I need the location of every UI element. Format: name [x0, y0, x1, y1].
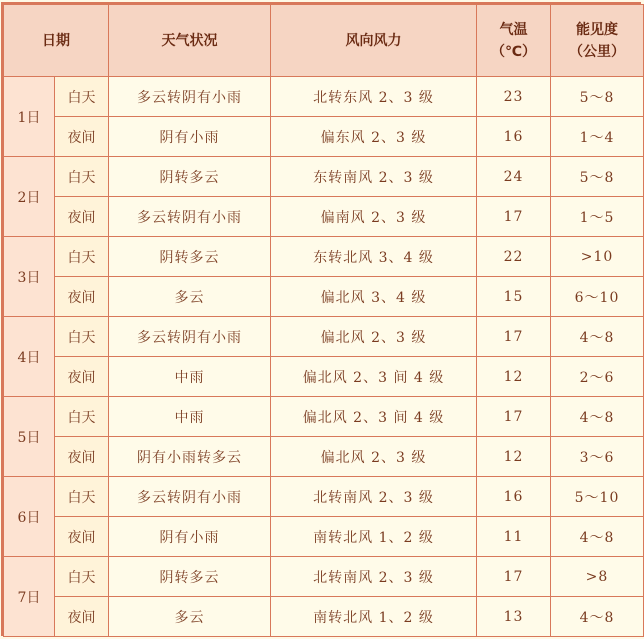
temperature-cell: 11: [477, 517, 551, 557]
weather-cell: 多云转阴有小雨: [109, 77, 271, 117]
weather-cell: 多云: [109, 277, 271, 317]
header-row: [4, 5, 644, 77]
temperature-cell: 17: [477, 397, 551, 437]
wind-cell: 偏北风 2、3 级: [271, 317, 477, 357]
visibility-cell: 4～8: [551, 517, 644, 557]
visibility-cell: 5～8: [551, 157, 644, 197]
visibility-cell: 3～6: [551, 437, 644, 477]
weather-cell: 多云转阴有小雨: [109, 197, 271, 237]
visibility-cell: 2～6: [551, 357, 644, 397]
weather-cell: 中雨: [109, 357, 271, 397]
period-cell: 白天: [55, 237, 109, 277]
day-cell: 4日: [4, 317, 55, 397]
period-cell: 夜间: [55, 597, 109, 637]
weather-cell: 阴有小雨转多云: [109, 437, 271, 477]
wind-cell: 北转南风 2、3 级: [271, 477, 477, 517]
table-row: [4, 557, 644, 597]
table-row: [4, 157, 644, 197]
day-cell: 3日: [4, 237, 55, 317]
wind-cell: 南转北风 1、2 级: [271, 517, 477, 557]
temperature-cell: 12: [477, 357, 551, 397]
header-weather: 天气状况: [109, 5, 271, 77]
temperature-cell: 17: [477, 557, 551, 597]
weather-cell: 阴转多云: [109, 557, 271, 597]
day-cell: 2日: [4, 157, 55, 237]
day-cell: 5日: [4, 397, 55, 477]
weather-cell: 多云转阴有小雨: [109, 477, 271, 517]
table-row: [4, 317, 644, 357]
weather-cell: 多云: [109, 597, 271, 637]
period-cell: 夜间: [55, 197, 109, 237]
temperature-cell: 16: [477, 117, 551, 157]
header-temperature-unit: （℃）: [491, 43, 536, 60]
wind-cell: 偏北风 3、4 级: [271, 277, 477, 317]
temperature-cell: 22: [477, 237, 551, 277]
day-cell: 7日: [4, 557, 55, 637]
visibility-cell: 1～4: [551, 117, 644, 157]
weather-cell: 中雨: [109, 397, 271, 437]
table-body: [4, 77, 644, 637]
day-cell: 6日: [4, 477, 55, 557]
header-temperature-label: 气温: [499, 21, 528, 38]
wind-cell: 偏北风 2、3 间 4 级: [271, 397, 477, 437]
temperature-cell: 13: [477, 597, 551, 637]
forecast-table: [3, 4, 644, 637]
period-cell: 白天: [55, 557, 109, 597]
table-row: [4, 197, 644, 237]
period-cell: 白天: [55, 157, 109, 197]
visibility-cell: 1～5: [551, 197, 644, 237]
wind-cell: 偏北风 2、3 级: [271, 437, 477, 477]
period-cell: 白天: [55, 317, 109, 357]
visibility-cell: 6～10: [551, 277, 644, 317]
table-row: [4, 437, 644, 477]
visibility-cell: 5～8: [551, 77, 644, 117]
visibility-cell: 4～8: [551, 317, 644, 357]
header-wind: 风向风力: [271, 5, 477, 77]
temperature-cell: 12: [477, 437, 551, 477]
weather-cell: 阴有小雨: [109, 517, 271, 557]
wind-cell: 北转东风 2、3 级: [271, 77, 477, 117]
wind-cell: 偏北风 2、3 间 4 级: [271, 357, 477, 397]
temperature-cell: 16: [477, 477, 551, 517]
visibility-cell: 5～10: [551, 477, 644, 517]
temperature-cell: 15: [477, 277, 551, 317]
period-cell: 夜间: [55, 517, 109, 557]
period-cell: 夜间: [55, 117, 109, 157]
temperature-cell: 24: [477, 157, 551, 197]
table-row: [4, 477, 644, 517]
day-cell: 1日: [4, 77, 55, 157]
weather-cell: 阴有小雨: [109, 117, 271, 157]
header-visibility-label: 能见度: [576, 21, 618, 38]
wind-cell: 偏东风 2、3 级: [271, 117, 477, 157]
table-row: [4, 397, 644, 437]
wind-cell: 北转南风 2、3 级: [271, 557, 477, 597]
header-date: 日期: [4, 5, 109, 77]
table-row: [4, 357, 644, 397]
wind-cell: 东转北风 3、4 级: [271, 237, 477, 277]
visibility-cell: 4～8: [551, 397, 644, 437]
weather-cell: 阴转多云: [109, 237, 271, 277]
temperature-cell: 23: [477, 77, 551, 117]
period-cell: 夜间: [55, 437, 109, 477]
wind-cell: 东转南风 2、3 级: [271, 157, 477, 197]
header-temperature: [477, 5, 551, 77]
table-row: [4, 117, 644, 157]
period-cell: 白天: [55, 77, 109, 117]
weather-cell: 阴转多云: [109, 157, 271, 197]
period-cell: 夜间: [55, 357, 109, 397]
table-row: [4, 597, 644, 637]
temperature-cell: 17: [477, 317, 551, 357]
table-row: [4, 237, 644, 277]
wind-cell: 南转北风 1、2 级: [271, 597, 477, 637]
table-row: [4, 517, 644, 557]
table-row: [4, 277, 644, 317]
wind-cell: 偏南风 2、3 级: [271, 197, 477, 237]
table-row: [4, 77, 644, 117]
forecast-table-frame: [1, 2, 641, 636]
period-cell: 夜间: [55, 277, 109, 317]
visibility-cell: 4～8: [551, 597, 644, 637]
visibility-cell: >8: [551, 557, 644, 597]
period-cell: 白天: [55, 397, 109, 437]
weather-cell: 多云转阴有小雨: [109, 317, 271, 357]
header-visibility: [551, 5, 644, 77]
visibility-cell: >10: [551, 237, 644, 277]
header-visibility-unit: （公里）: [569, 43, 625, 60]
period-cell: 白天: [55, 477, 109, 517]
temperature-cell: 17: [477, 197, 551, 237]
